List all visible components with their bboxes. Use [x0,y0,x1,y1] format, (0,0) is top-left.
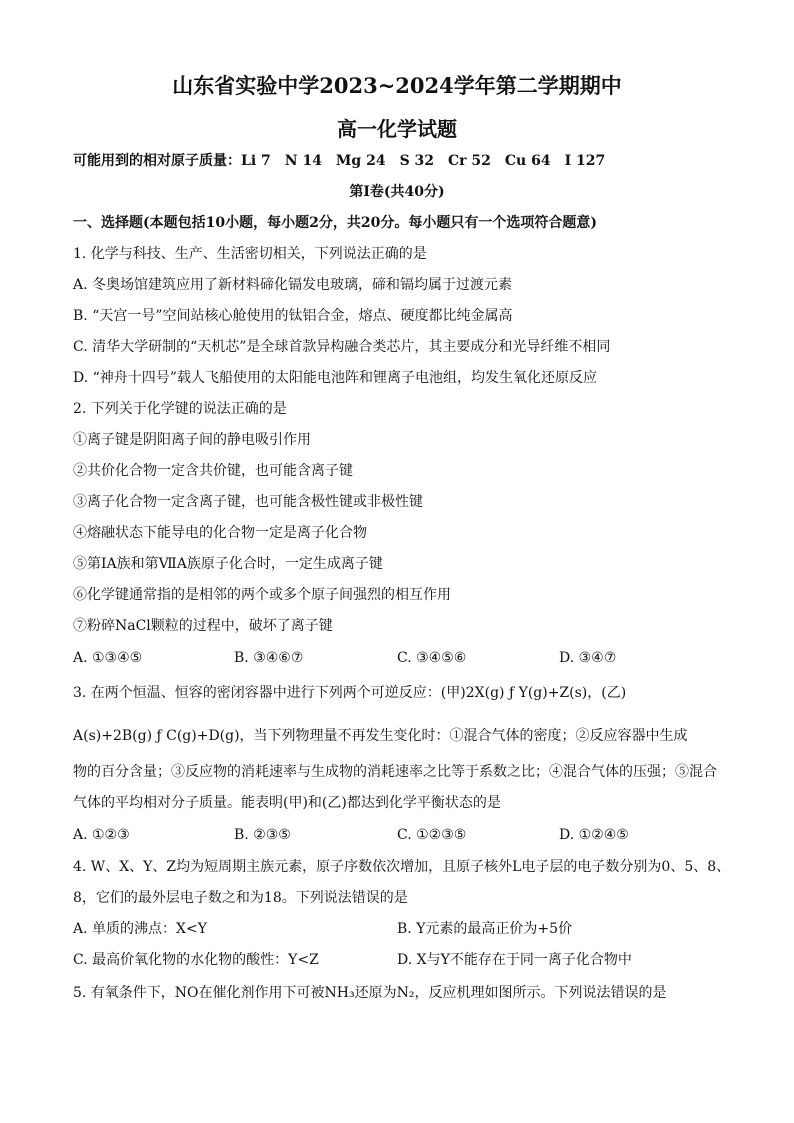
atomic-masses: 可能用到的相对原子质量：Li 7 N 14 Mg 24 S 32 Cr 52 Cu 64 I 127 [73,153,606,169]
q5-stem: 5. 有氧条件下，NO在催化剂作用下可被NH₃还原为N₂，反应机理如图所示。下列说法错误的是 [73,985,667,1001]
q1-option-c: C. 清华大学研制的“天机芯”是全球首款异构融合类芯片，其主要成分和光导纤维不相同 [73,339,611,355]
q4-line-1: 4. W、X、Y、Z均为短周期主族元素，原子序数依次增加，且原子核外L电子层的电子数分别为0、5、8、 [73,859,731,875]
q1-option-a: A. 冬奥场馆建筑应用了新材料碲化镉发电玻璃，碲和镉均属于过渡元素 [73,277,513,293]
q1-option-b: B. “天宫一号”空间站核心舱使用的钛铝合金，熔点、硬度都比纯金属高 [73,308,513,324]
q4-option-c: C. 最高价氧化物的水化物的酸性：Y<Z [73,952,319,968]
exam-title: 山东省实验中学2023~2024学年第二学期期中 [172,73,622,98]
q1-stem: 1. 化学与科技、生产、生活密切相关，下列说法正确的是 [73,246,427,262]
q2-statement-6: ⑥化学键通常指的是相邻的两个或多个原子间强烈的相互作用 [73,587,451,603]
q3-option-b: B. ②③⑤ [234,827,291,843]
q3-line-4: 气体的平均相对分子质量。能表明(甲)和(乙)都达到化学平衡状态的是 [73,795,501,811]
q3-option-c: C. ①②③⑤ [397,827,467,843]
q2-statement-7: ⑦粉碎NaCl颗粒的过程中，破坏了离子键 [73,618,333,634]
q3-option-a: A. ①②③ [73,827,130,843]
section-heading: 一、选择题(本题包括10小题，每小题2分，共20分。每小题只有一个选项符合题意) [73,215,597,231]
q2-option-c: C. ③④⑤⑥ [397,650,467,666]
q4-option-d: D. X与Y不能存在于同一离子化合物中 [397,952,632,968]
q2-statement-5: ⑤第ⅠA族和第ⅦA族原子化合时，一定生成离子键 [73,556,383,572]
q2-option-b: B. ③④⑥⑦ [234,650,304,666]
q4-line-2: 8，它们的最外层电子数之和为18。下列说法错误的是 [73,890,408,906]
q2-statement-2: ②共价化合物一定含共价键，也可能含离子键 [73,463,353,479]
q3-line-2: A(s)+2B(g) ƒ C(g)+D(g)，当下列物理量不再发生变化时：①混合气体的密度；②反应容器中生成 [73,728,688,744]
q1-option-d: D. “神舟十四号”载人飞船使用的太阳能电池阵和锂离子电池组，均发生氧化还原反应 [73,370,597,386]
volume-heading: 第I卷(共40分) [349,184,445,200]
exam-subtitle: 高一化学试题 [337,117,457,141]
q2-option-a: A. ①③④⑤ [73,650,143,666]
q2-statement-1: ①离子键是阴阳离子间的静电吸引作用 [73,432,311,448]
q4-option-b: B. Y元素的最高正价为+5价 [397,921,573,937]
q4-option-a: A. 单质的沸点：X<Y [73,921,207,937]
q2-option-d: D. ③④⑦ [559,650,617,666]
q3-option-d: D. ①②④⑤ [559,827,629,843]
q2-statement-4: ④熔融状态下能导电的化合物一定是离子化合物 [73,525,367,541]
q2-statement-3: ③离子化合物一定含离子键，也可能含极性键或非极性键 [73,494,423,510]
q2-stem: 2. 下列关于化学键的说法正确的是 [73,401,287,417]
q3-line-3: 物的百分含量；③反应物的消耗速率与生成物的消耗速率之比等于系数之比；④混合气体的压强；⑤混合 [73,764,717,780]
q3-line-1: 3. 在两个恒温、恒容的密闭容器中进行下列两个可逆反应：(甲)2X(g) ƒ Y(g)+Z(s)，(乙) [73,685,627,701]
